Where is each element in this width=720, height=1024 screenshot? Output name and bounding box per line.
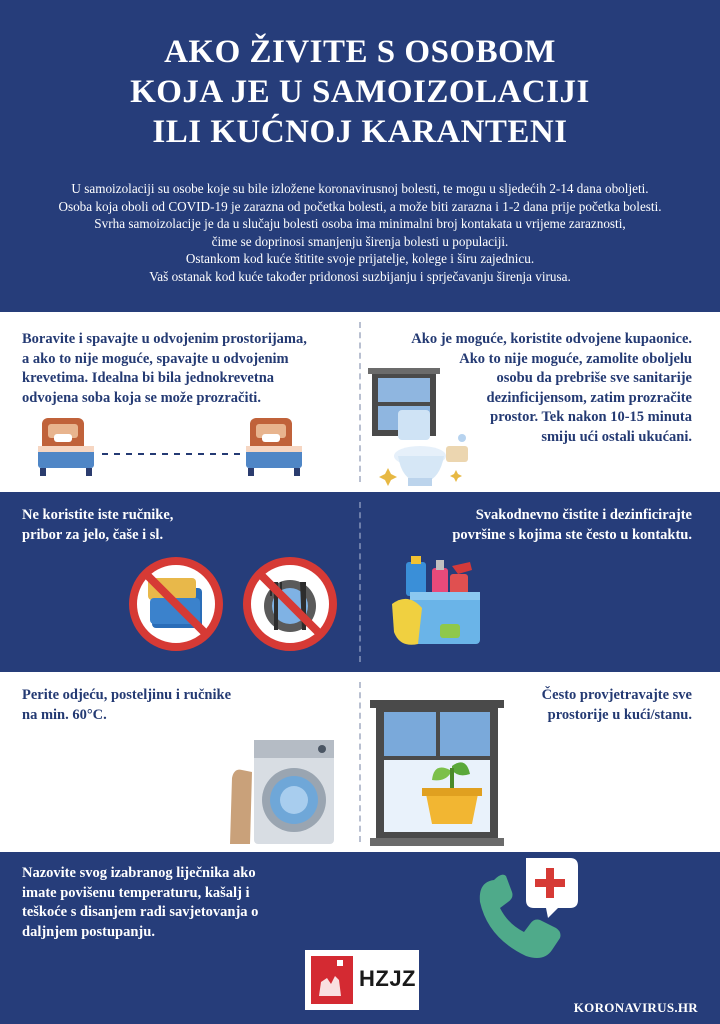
header-banner (0, 0, 720, 312)
website-link[interactable]: KORONAVIRUS.HR (573, 1000, 698, 1015)
cleaning-supplies-icon (388, 552, 488, 652)
washing-machine-icon (228, 738, 338, 848)
intro-line: Osoba koja oboli od COVID-19 je zarazna od početka bolesti, a može biti zarazna i 1-2 dana prije početka bolesti. (58, 198, 662, 214)
intro-line: čime se doprinosi smanjenju širenja bolesti u populaciji. (211, 233, 509, 249)
tip-line: Nazovite svog izabranog liječnika ako (22, 865, 256, 881)
tip-clean-surfaces (452, 506, 692, 545)
tip-line: odvojena soba koja se može prozračiti. (22, 389, 261, 406)
tip-line: prostor. Tek nakon 10-15 minuta (490, 409, 692, 425)
tip-line: teškoće s disanjem radi savjetovanja o (22, 904, 259, 920)
intro-paragraph (20, 180, 700, 285)
intro-line: Ostankom kod kuće štitite svoje prijatelje, kolege i širu zajednicu. (185, 251, 535, 266)
window-plant-icon (370, 700, 504, 848)
tip-line: Perite odjeću, posteljinu i ručnike (22, 687, 232, 703)
hzjz-logo (305, 950, 419, 1010)
tip-line: Ako to nije moguće, zamolite oboljelu (459, 350, 692, 367)
tip-line: daljnjem postupanju. (22, 923, 155, 940)
row-laundry-ventilate (0, 672, 720, 852)
tip-line: Često provjetravajte sve (541, 687, 692, 703)
bed-left (38, 418, 94, 476)
intro-line: Svrha samoizolacije je da u slučaju bolesti osoba ima minimalni broj kontakata u vrijeme zaraznosti, (94, 216, 626, 231)
row-rooms-bathroom (0, 312, 720, 492)
bed-right (246, 418, 302, 476)
tip-no-shared-items (22, 506, 173, 545)
tip-line: osobu da prebriše sve sanitarije (496, 370, 692, 386)
tip-separate-rooms (22, 330, 307, 408)
tip-line: prostorije u kući/stanu. (547, 706, 692, 723)
tip-line: Ako je moguće, koristite odvojene kupaonice. (411, 331, 692, 347)
tip-ventilate (542, 686, 692, 725)
intro-line: Vaš ostanak kod kuće također pridonosi suzbijanju i sprječavanju širenja virusa. (149, 268, 571, 284)
no-cutlery-icon (240, 554, 340, 654)
dashed-divider (359, 502, 361, 662)
tip-line: smiju ući ostali ukućani. (541, 428, 692, 445)
tip-line: dezinficijensom, zatim prozračite (486, 389, 692, 406)
tip-line: Boravite i spavajte u odvojenim prostorijama, (22, 331, 307, 347)
page-title (0, 32, 720, 152)
intro-line: U samoizolaciji su osobe koje su bile izložene koronavirusnoj bolesti, te mogu u sljedećih 2-14 dana oboljeti. (71, 181, 649, 196)
tip-line: Svakodnevno čistite i dezinficirajte (475, 507, 692, 523)
tip-line: pribor za jelo, čaše i sl. (22, 526, 164, 543)
dashed-divider (359, 322, 361, 482)
tip-line: imate povišenu temperaturu, kašalj i (22, 884, 250, 901)
phone-icon (470, 854, 590, 966)
dashed-divider (359, 682, 361, 842)
logo-text: HZJZ (359, 966, 416, 991)
toilet-icon (368, 368, 478, 488)
tip-line: a ako to nije moguće, spavajte u odvojenim (22, 350, 289, 367)
title-line: ILI KUĆNOJ KARANTENI (152, 114, 568, 150)
title-line: KOJA JE U SAMOIZOLACIJI (130, 74, 590, 110)
no-towels-icon (126, 554, 226, 654)
bed-icon (30, 412, 310, 487)
tip-wash-laundry (22, 686, 231, 725)
tip-line: Ne koristite iste ručnike, (22, 507, 174, 523)
title-line: AKO ŽIVITE S OSOBOM (164, 34, 556, 70)
row-items-cleaning (0, 492, 720, 672)
tip-call-doctor (22, 864, 258, 942)
tip-line: krevetima. Idealna bi bila jednokrevetna (22, 370, 275, 386)
tip-line: površine s kojima ste često u kontaktu. (452, 526, 692, 543)
tip-line: na min. 60°C. (22, 706, 107, 723)
logo-mark-icon (311, 956, 353, 1004)
